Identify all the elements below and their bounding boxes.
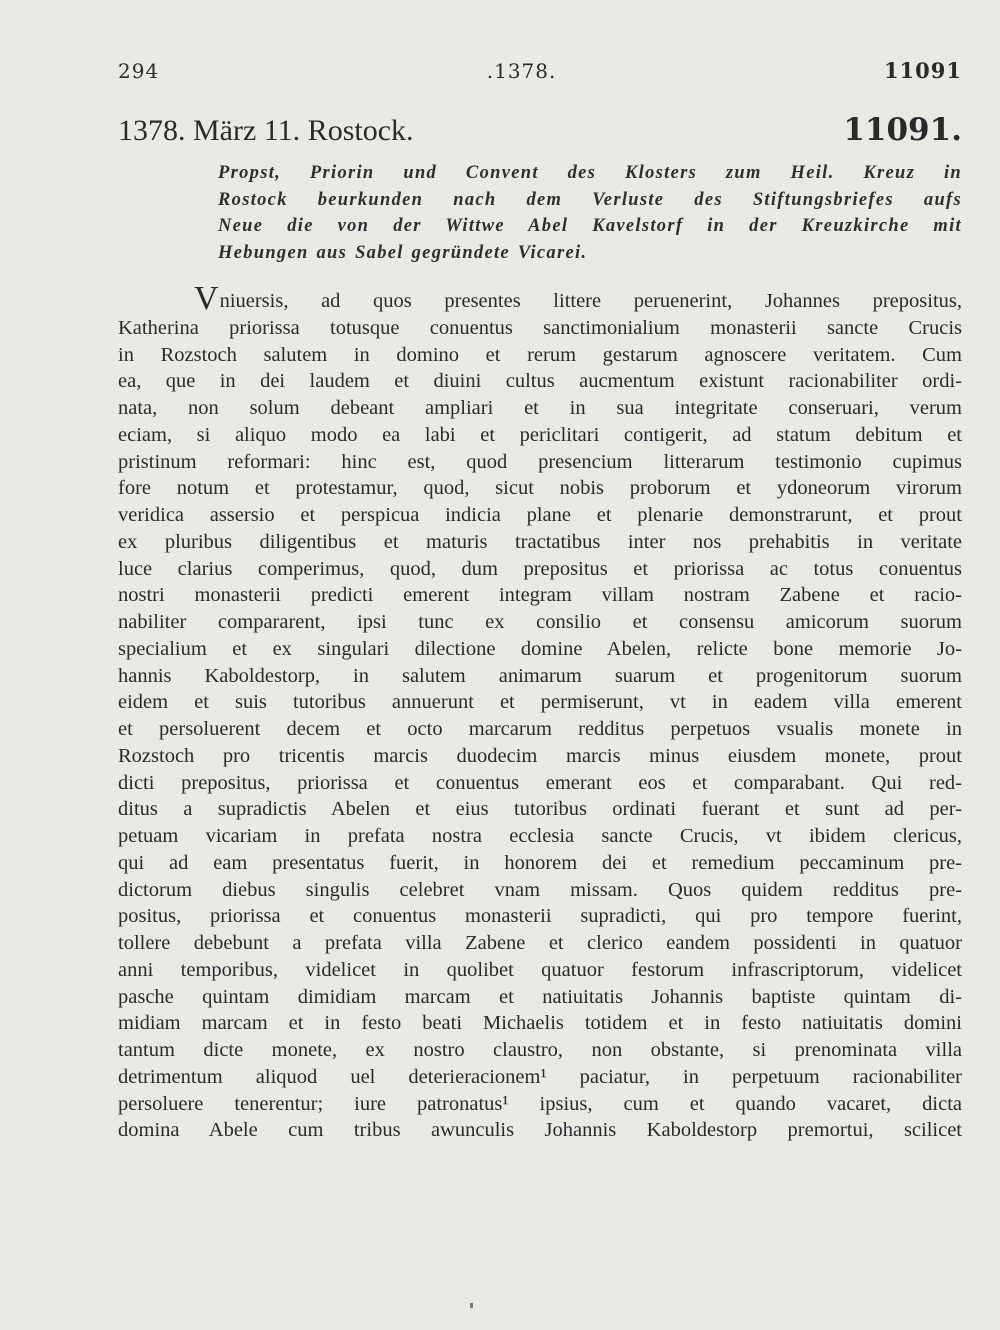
charter-line: tantum dicte monete, ex nostro claustro, non obstante, si prenominata villa: [118, 1039, 962, 1061]
charter-first-line: [118, 280, 962, 317]
regest-line: Hebungen aus Sabel gegründete Vicarei.: [218, 242, 588, 263]
charter-line: nabiliter compararent, ipsi tunc ex consilio et consensu amicorum suorum: [118, 611, 962, 633]
charter-line: petuam vicariam in prefata nostra ecclesia sancte Crucis, vt ibidem clericus,: [118, 825, 962, 847]
charter-first-line-text: niuersis, ad quos presentes littere peruenerint, Johannes prepositus,: [219, 290, 962, 312]
charter-line: Katherina priorissa totusque conuentus sanctimonialium monasterii sancte Crucis: [118, 316, 962, 339]
regest-line: Neue die von der Wittwe Abel Kavelstorf in der Kreuzkirche mit: [218, 216, 962, 237]
charter-line: eciam, si aliquo modo ea labi et periclitari contigerit, ad statum debitum et: [118, 423, 962, 446]
charter-line: dictorum diebus singulis celebret vnam missam. Quos quidem redditus pre-: [118, 878, 962, 901]
regest-summary: [218, 160, 962, 266]
charter-line: persoluere tenerentur; iure patronatus¹ ipsius, cum et quando vacaret, dicta: [118, 1092, 962, 1115]
charter-line: fore notum et protestamur, quod, sicut nobis proborum et ydoneorum virorum: [118, 477, 962, 500]
charter-line: nata, non solum debeant ampliari et in sua integritate conseruari, verum: [118, 397, 962, 419]
charter-line: ea, que in dei laudem et diuini cultus aucmentum existunt racionabiliter ordi-: [118, 370, 962, 393]
charter-text: [118, 280, 962, 1144]
page-speck: [470, 1303, 473, 1308]
entry-heading: [118, 112, 962, 156]
charter-line: luce clarius comperimus, quod, dum prepositus et priorissa ac totus conuentus: [118, 557, 962, 580]
charter-line: dicti prepositus, priorissa et conuentus emerant eos et comparabant. Qui red-: [118, 771, 962, 794]
initial-letter: V: [194, 280, 219, 317]
regest-line: Propst, Priorin und Convent des Klosters zum Heil. Kreuz in: [218, 163, 962, 183]
charter-line: in Rozstoch salutem in domino et rerum gestarum agnoscere veritatem. Cum: [118, 343, 962, 366]
charter-line: Rozstoch pro tricentis marcis duodecim marcis minus eiusdem monete, prout: [118, 744, 962, 767]
charter-line: veridica assersio et perspicua indicia plane et plenarie demonstrarunt, et prout: [118, 504, 962, 526]
charter-line: ditus a supradictis Abelen et eius tutoribus ordinati fuerant et sunt ad per-: [118, 798, 962, 821]
running-head-document-number: 11091: [883, 58, 962, 83]
charter-line: hannis Kaboldestorp, in salutem animarum suarum et progenitorum suorum: [118, 664, 962, 687]
charter-line: pasche quintam dimidiam marcam et natiuitatis Johannis baptiste quintam di-: [118, 985, 962, 1008]
running-head-year: .1378.: [486, 59, 557, 83]
regest-line: Rostock beurkunden nach dem Verluste des Stiftungsbriefes aufs: [218, 189, 962, 210]
entry-number: 11091.: [843, 112, 962, 148]
charter-line: midiam marcam et in festo beati Michaelis totidem et in festo natiuitatis domini: [118, 1012, 962, 1035]
charter-line: specialium et ex singulari dilectione domine Abelen, relicte bone memorie Jo-: [118, 637, 962, 660]
charter-line: eidem et suis tutoribus annuerunt et permiserunt, vt in eadem villa emerent: [118, 691, 962, 714]
charter-line: tollere debebunt a prefata villa Zabene et clerico eandem possidenti in quatuor: [118, 932, 962, 954]
charter-line: qui ad eam presentatus fuerit, in honorem dei et remedium peccaminum pre-: [118, 851, 962, 874]
charter-line: positus, priorissa et conuentus monasterii supradicti, qui pro tempore fuerint,: [118, 905, 962, 928]
entry-date-place: 1378. März 11. Rostock.: [118, 114, 414, 147]
charter-line: nostri monasterii predicti emerent integram villam nostram Zabene et racio-: [118, 584, 962, 607]
charter-line: anni temporibus, videlicet in quolibet quatuor festorum infrascriptorum, videlicet: [118, 958, 962, 981]
charter-line: et persoluerent decem et octo marcarum redditus perpetuos vsualis monete in: [118, 718, 962, 740]
charter-line: domina Abele cum tribus awunculis Johannis Kaboldestorp premortui, scilicet: [118, 1119, 962, 1142]
charter-line: ex pluribus diligentibus et maturis tractatibus inter nos prehabitis in veritate: [118, 530, 962, 553]
charter-line: pristinum reformari: hinc est, quod presencium litterarum testimonio cupimus: [118, 450, 962, 473]
page-number: 294: [118, 59, 160, 83]
running-head: [118, 58, 962, 90]
charter-line: detrimentum aliquod uel deterieracionem¹ paciatur, in perpetuum racionabiliter: [118, 1065, 962, 1088]
